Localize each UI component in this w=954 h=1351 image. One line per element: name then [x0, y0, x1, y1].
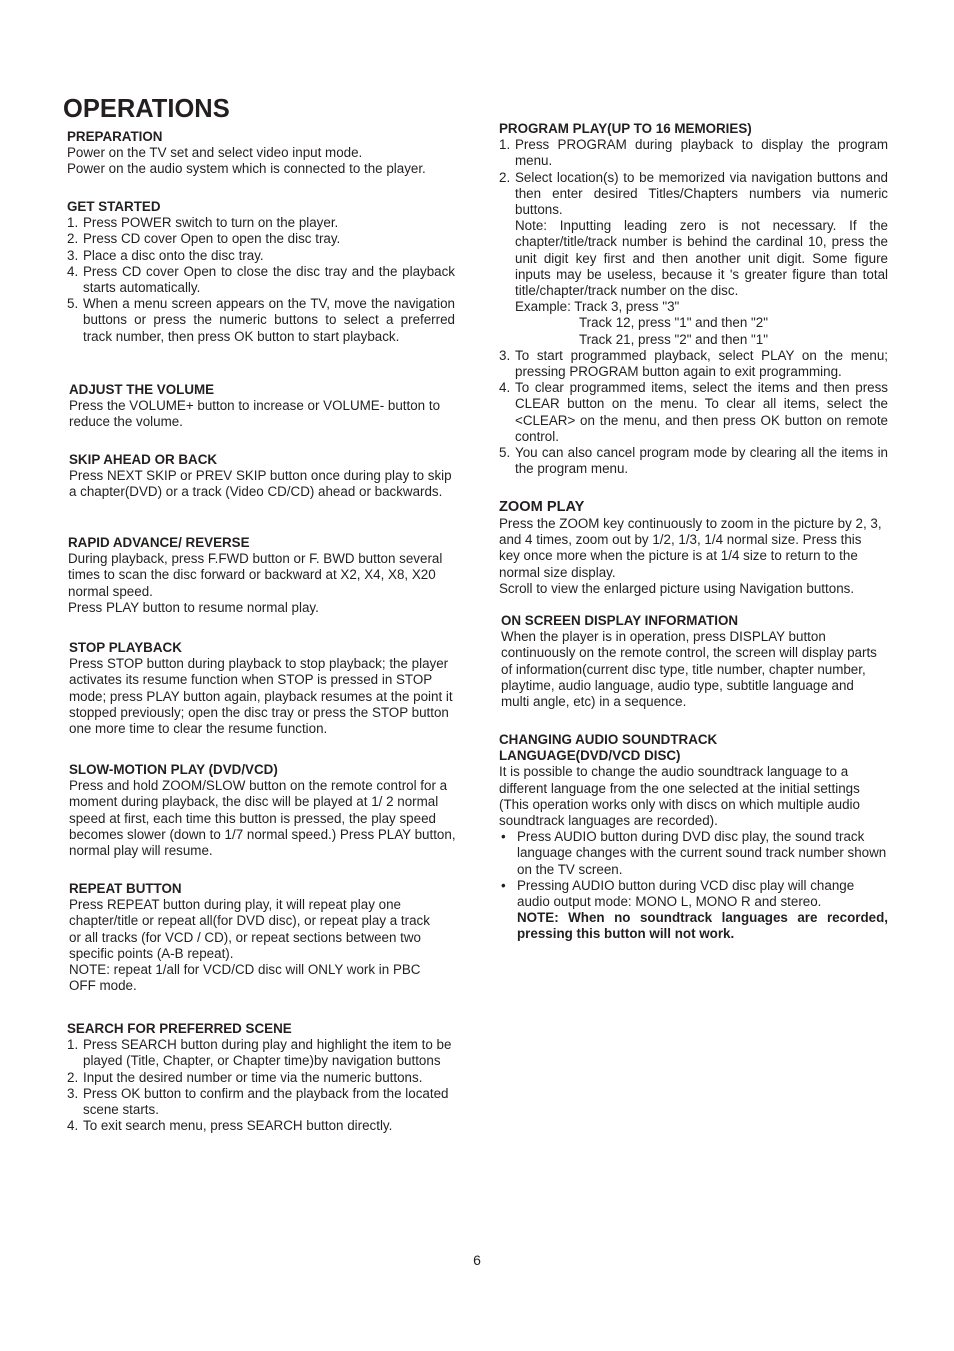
heading-zoom-play: ZOOM PLAY: [499, 499, 585, 515]
preparation-line-2: Power on the audio system which is connected to the player.: [67, 161, 426, 177]
list-item: 2. Input the desired number or time via the numeric buttons.: [67, 1069, 423, 1085]
program-example-2: Track 12, press "1" and then "2": [579, 315, 768, 331]
preparation-line-1: Power on the TV set and select video input mode.: [67, 145, 363, 161]
section-rapid: [68, 535, 464, 616]
list-item: 1. Press SEARCH button during play and highlight the item to be played (Title, Chapter, or Chapter time)by navigation buttons: [67, 1037, 452, 1069]
heading-audio-2: LANGUAGE(DVD/VCD DISC): [499, 748, 681, 764]
section-program-play: [499, 121, 888, 477]
search-list: [67, 1037, 459, 1134]
section-zoom-play: [499, 499, 885, 597]
program-example-3: Track 21, press "2" and then "1": [579, 331, 768, 347]
section-get-started: [67, 199, 455, 345]
get-started-list: [67, 215, 455, 345]
heading-osd: ON SCREEN DISPLAY INFORMATION: [501, 613, 739, 628]
osd-text: When the player is in operation, press DISPLAY button continuously on the remote control, the screen will display parts of information(current disc type, title number, chapter number, playtime, audio language, audio type, subtitle language and multi angle, etc) in a sequence.: [501, 629, 877, 710]
list-item: 1. Press POWER switch to turn on the player.: [67, 215, 339, 231]
list-item: 4. Press CD cover Open to close the disc tray and the playback starts automatically.: [67, 263, 455, 296]
list-item: 5. You can also cancel program mode by clearing all the items in the program menu.: [499, 445, 888, 477]
section-skip: [69, 452, 457, 501]
page-title: OPERATIONS: [63, 95, 230, 123]
heading-repeat: REPEAT BUTTON: [69, 881, 182, 896]
audio-note: NOTE: When no soundtrack languages are recorded, pressing this button will not work.: [517, 910, 888, 942]
list-item: • Pressing AUDIO button during VCD disc play will change audio output mode: MONO L, MONO R and stereo.: [501, 877, 855, 910]
heading-program-play: PROGRAM PLAY(UP TO 16 MEMORIES): [499, 121, 752, 136]
section-slow-motion: [69, 762, 457, 859]
list-item: 3. To start programmed playback, select PLAY on the menu; pressing PROGRAM button again to exit programming.: [499, 347, 888, 380]
list-item: 4. To exit search menu, press SEARCH button directly.: [67, 1118, 393, 1134]
skip-text: Press NEXT SKIP or PREV SKIP button once during play to skip a chapter(DVD) or a track (Video CD/CD) ahead or backwards.: [69, 468, 452, 500]
section-preparation: [67, 129, 463, 178]
section-osd: [501, 613, 881, 710]
list-item: 2. Press CD cover Open to open the disc tray.: [67, 231, 341, 247]
program-example-1: Example: Track 3, press "3": [515, 299, 680, 315]
rapid-text-2: Press PLAY button to resume normal play.: [68, 599, 319, 615]
heading-skip: SKIP AHEAD OR BACK: [69, 452, 218, 467]
section-search: [67, 1021, 459, 1134]
list-item: 2. Select location(s) to be memorized via navigation buttons and then enter desired Titles/Chapters numbers via numeric buttons. Note: Inputting leading zero is not necessary. If the chapter/title/track number is behind the cardinal 10, press the unit digit key first and then another unit digit. Some figure inputs may be useless, because it 's greater figure than total title/chapter/track number on the disc. Example: Track 3, press "3" Track 12, press "1" and then "2" Track 21, press "2" and then "1": [499, 169, 888, 347]
list-item: • Press AUDIO button during DVD disc play, the sound track language changes with the current sound track number shown on the TV screen.: [501, 829, 887, 877]
heading-preparation: PREPARATION: [67, 129, 163, 144]
stop-text: Press STOP button during playback to stop playback; the player activates its resume function when STOP is pressed in STOP mode; press PLAY button again, playback resumes at the point it stopped previously; open the disc tray or press the STOP button one more time to clear the resume function.: [69, 656, 453, 737]
audio-text: It is possible to change the audio soundtrack language to a different language from the one selected at the initial settings (This operation works only with discs on which multiple audio soundtrack languages are recorded).: [499, 764, 860, 829]
zoom-text: Press the ZOOM key continuously to zoom in the picture by 2, 3, and 4 times, zoom out by 1/2, 1/3, 1/4 normal size. Press this key once more when the picture is at 1/4 size to return to the normal size display.: [499, 516, 882, 580]
program-list: [499, 137, 888, 477]
adjust-volume-text: Press the VOLUME+ button to increase or VOLUME- button to reduce the volume.: [69, 398, 441, 430]
heading-rapid: RAPID ADVANCE/ REVERSE: [68, 535, 250, 550]
section-adjust-volume: [69, 382, 457, 431]
heading-slow-motion: SLOW-MOTION PLAY (DVD/VCD): [69, 762, 278, 777]
section-repeat: [69, 881, 435, 994]
list-item: 3. Press OK button to confirm and the playback from the located scene starts.: [67, 1085, 449, 1118]
list-item: 4. To clear programmed items, select the items and then press CLEAR button on the menu. To clear all items, select the <CLEAR> on the menu, and then press OK button on remote control.: [499, 380, 888, 444]
heading-search: SEARCH FOR PREFERRED SCENE: [67, 1021, 292, 1036]
heading-stop: STOP PLAYBACK: [69, 640, 182, 655]
heading-audio: CHANGING AUDIO SOUNDTRACK: [499, 732, 718, 747]
heading-get-started: GET STARTED: [67, 199, 161, 214]
rapid-text: During playback, press F.FWD button or F. BWD button several times to scan the disc forward or backward at X2, X4, X8, X20 normal speed.: [68, 551, 443, 599]
audio-bullets: [499, 829, 888, 910]
heading-adjust-volume: ADJUST THE VOLUME: [69, 382, 215, 397]
section-audio: [499, 732, 888, 943]
slow-motion-text: Press and hold ZOOM/SLOW button on the remote control for a moment during playback, the disc will be played at 1/ 2 normal speed at first, each time this button is pressed, the play speed becomes slower (down to 1/7 normal speed.) Press PLAY button, normal play will resume.: [69, 778, 456, 859]
zoom-text-2: Scroll to view the enlarged picture using Navigation buttons.: [499, 580, 855, 596]
repeat-text: Press REPEAT button during play, it will repeat play one chapter/title or repeat all(for DVD disc), or repeat play a track or all tracks (for VCD / CD), or repeat sections between two specific points (A-B repeat).: [69, 897, 430, 961]
list-item: 3. Place a disc onto the disc tray.: [67, 247, 264, 263]
section-stop: [69, 640, 465, 737]
repeat-note: NOTE: repeat 1/all for VCD/CD disc will ONLY work in PBC OFF mode.: [69, 962, 421, 994]
list-item: 1. Press PROGRAM during playback to display the program menu.: [499, 137, 888, 169]
program-note: Note: Inputting leading zero is not necessary. If the chapter/title/track number is behind the cardinal 10, press the unit digit key first and then another unit digit. Some figure inputs may be useless, because it 's greater figure than total title/chapter/track number on the disc.: [515, 218, 888, 299]
page-number: 6: [473, 1252, 481, 1268]
list-item: 5. When a menu screen appears on the TV, move the navigation buttons or press the numeric buttons to select a preferred track number, then press OK button to start playback.: [67, 296, 455, 344]
